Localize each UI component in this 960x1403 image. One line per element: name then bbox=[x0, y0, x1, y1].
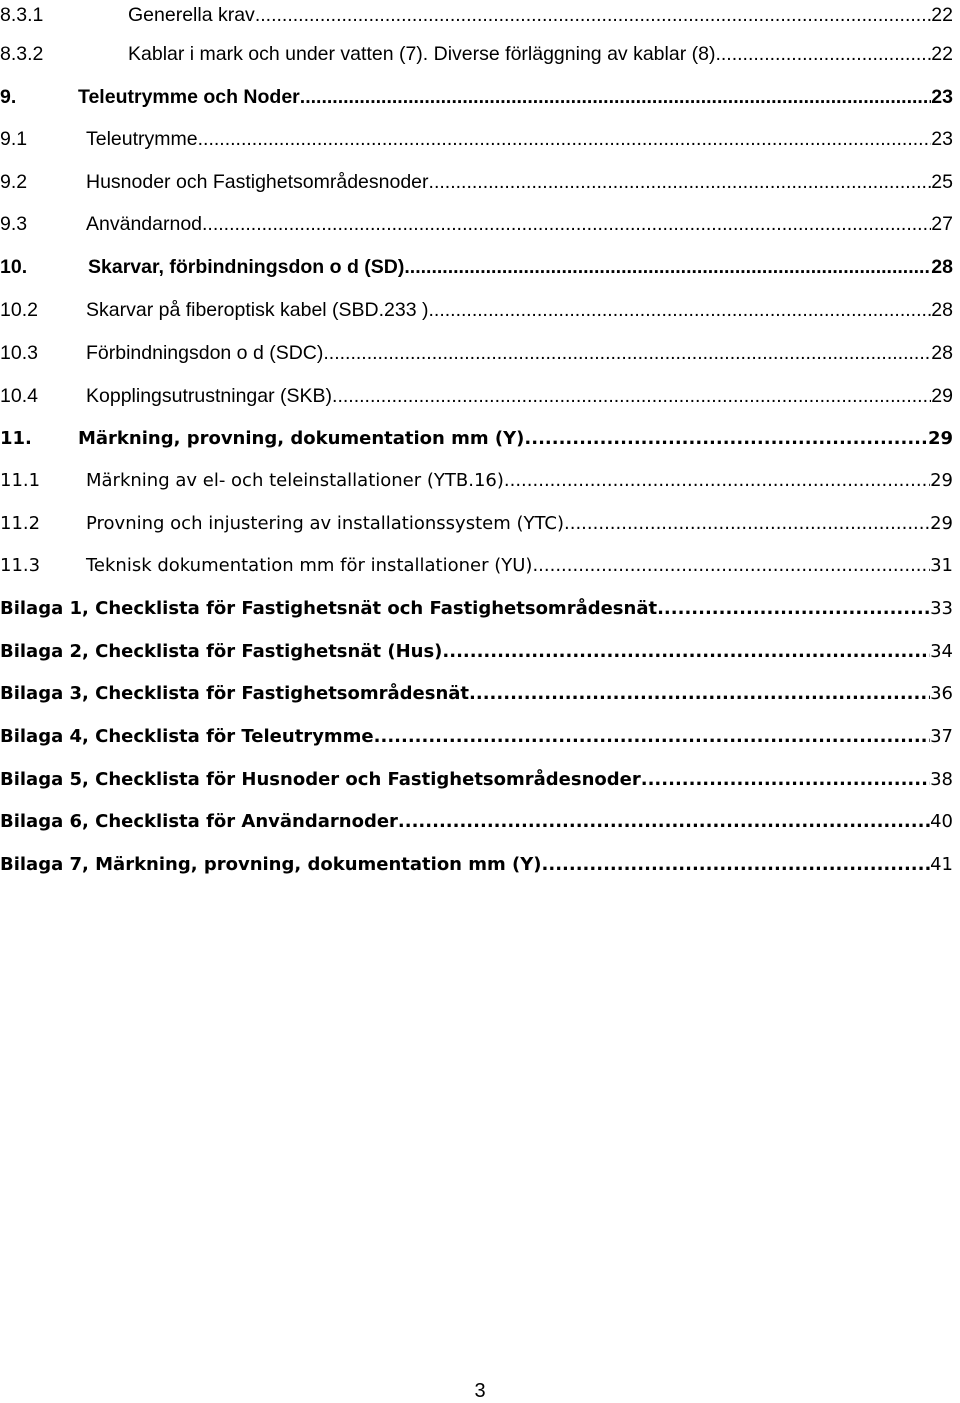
toc-entry-10-4[interactable] bbox=[0, 381, 953, 411]
dot-leader bbox=[198, 124, 932, 154]
toc-entry-title: Märkning av el- och teleinstallationer (YTB.16) bbox=[86, 470, 504, 491]
toc-entry-title: Teknisk dokumentation mm för installationer (YU) bbox=[86, 555, 533, 576]
toc-entry-10[interactable] bbox=[0, 252, 953, 282]
toc-entry-9-1[interactable] bbox=[0, 124, 953, 154]
toc-entry-page: 28 bbox=[931, 342, 953, 364]
toc-entry-number: 10.4 bbox=[0, 385, 38, 407]
page-number: 3 bbox=[474, 1380, 486, 1402]
toc-entry-title: Märkning, provning, dokumentation mm (Y) bbox=[78, 428, 525, 449]
toc-entry-title: Skarvar, förbindningsdon o d (SD) bbox=[88, 256, 405, 278]
dot-leader bbox=[641, 765, 930, 795]
toc-entry-bilaga-5[interactable] bbox=[0, 765, 953, 795]
toc-entry-9-3[interactable] bbox=[0, 209, 953, 239]
toc-entry-number: 11.3 bbox=[0, 555, 41, 576]
toc-entry-page: 36 bbox=[930, 683, 953, 704]
toc-entry-bilaga-7[interactable] bbox=[0, 850, 953, 880]
toc-entry-title: Användarnod bbox=[86, 213, 203, 235]
toc-entry-number: 9. bbox=[0, 86, 17, 108]
toc-entry-8-3-2[interactable] bbox=[0, 39, 953, 69]
toc-entry-page: 38 bbox=[930, 769, 953, 790]
dot-leader bbox=[442, 637, 930, 667]
dot-leader bbox=[532, 551, 930, 581]
toc-entry-8-3-1[interactable] bbox=[0, 0, 953, 30]
toc-entry-number: 9.2 bbox=[0, 171, 28, 193]
toc-entry-title: Bilaga 6, Checklista för Användarnoder bbox=[0, 811, 398, 832]
toc-entry-title: Bilaga 1, Checklista för Fastighetsnät och Fastighetsområdesnät bbox=[0, 598, 658, 619]
toc-entry-page: 37 bbox=[930, 726, 953, 747]
toc-entry-page: 23 bbox=[931, 128, 953, 150]
toc-entry-number: 9.3 bbox=[0, 213, 28, 235]
toc-entry-title: Bilaga 7, Märkning, provning, dokumentation mm (Y) bbox=[0, 854, 542, 875]
dot-leader bbox=[504, 466, 930, 496]
dot-leader bbox=[404, 252, 931, 282]
toc-entry-title: Generella krav bbox=[128, 4, 255, 26]
toc-entry-bilaga-2[interactable] bbox=[0, 637, 953, 667]
toc-entry-page: 29 bbox=[927, 428, 953, 449]
toc-entry-page: 31 bbox=[930, 555, 953, 576]
toc-entry-number: 11. bbox=[0, 428, 32, 449]
toc-entry-title: Kopplingsutrustningar (SKB) bbox=[86, 385, 333, 407]
toc-entry-number: 10. bbox=[0, 256, 28, 278]
toc-entry-11-3[interactable] bbox=[0, 551, 953, 581]
dot-leader bbox=[255, 0, 931, 30]
dot-leader bbox=[429, 295, 932, 325]
toc-entry-9-2[interactable] bbox=[0, 167, 953, 197]
toc-entry-11[interactable] bbox=[0, 424, 953, 454]
toc-entry-page: 33 bbox=[930, 598, 953, 619]
toc-entry-10-3[interactable] bbox=[0, 338, 953, 368]
toc-entry-number: 8.3.1 bbox=[0, 4, 44, 26]
toc-entry-bilaga-1[interactable] bbox=[0, 594, 953, 624]
toc-entry-page: 22 bbox=[931, 43, 953, 65]
toc-entry-title: Kablar i mark och under vatten (7). Diverse förläggning av kablar (8) bbox=[128, 43, 716, 65]
dot-leader bbox=[657, 594, 930, 624]
dot-leader bbox=[202, 209, 931, 239]
dot-leader bbox=[715, 39, 931, 69]
dot-leader bbox=[300, 82, 932, 112]
dot-leader bbox=[469, 679, 930, 709]
toc-entry-page: 29 bbox=[930, 513, 953, 534]
toc-entry-page: 29 bbox=[930, 470, 953, 491]
dot-leader bbox=[542, 850, 931, 880]
toc-entry-title: Förbindningsdon o d (SDC) bbox=[86, 342, 324, 364]
toc-entry-11-1[interactable] bbox=[0, 466, 953, 496]
toc-entry-page: 41 bbox=[930, 854, 953, 875]
toc-entry-page: 34 bbox=[930, 641, 953, 662]
toc-entry-page: 23 bbox=[931, 86, 953, 108]
toc-entry-title: Teleutrymme och Noder bbox=[78, 86, 300, 108]
dot-leader bbox=[564, 509, 930, 539]
toc-entry-page: 25 bbox=[931, 171, 953, 193]
toc-entry-title: Skarvar på fiberoptisk kabel (SBD.233 ) bbox=[86, 299, 429, 321]
toc-entry-bilaga-3[interactable] bbox=[0, 679, 953, 709]
toc-entry-page: 28 bbox=[931, 256, 953, 278]
dot-leader bbox=[524, 424, 928, 454]
dot-leader bbox=[323, 338, 931, 368]
toc-entry-number: 9.1 bbox=[0, 128, 28, 150]
toc-entry-title: Bilaga 4, Checklista för Teleutrymme bbox=[0, 726, 374, 747]
toc-entry-title: Bilaga 2, Checklista för Fastighetsnät (Hus) bbox=[0, 641, 443, 662]
toc-entry-number: 8.3.2 bbox=[0, 43, 44, 65]
toc-entry-title: Husnoder och Fastighetsområdesnoder bbox=[86, 171, 429, 193]
toc-entry-number: 11.1 bbox=[0, 470, 41, 491]
toc-entry-page: 40 bbox=[930, 811, 953, 832]
toc-entry-9[interactable] bbox=[0, 82, 953, 112]
toc-entry-10-2[interactable] bbox=[0, 295, 953, 325]
toc-entry-page: 22 bbox=[931, 4, 953, 26]
toc-entry-number: 11.2 bbox=[0, 513, 41, 534]
dot-leader bbox=[374, 722, 930, 752]
toc-entry-number: 10.3 bbox=[0, 342, 38, 364]
toc-entry-11-2[interactable] bbox=[0, 509, 953, 539]
toc-entry-bilaga-6[interactable] bbox=[0, 807, 953, 837]
toc-entry-page: 27 bbox=[931, 213, 953, 235]
toc-entry-page: 28 bbox=[931, 299, 953, 321]
dot-leader bbox=[398, 807, 930, 837]
toc-entry-title: Provning och injustering av installationssystem (YTC) bbox=[86, 513, 565, 534]
toc-entry-title: Teleutrymme bbox=[86, 128, 198, 150]
toc-entry-page: 29 bbox=[931, 385, 953, 407]
toc-entry-bilaga-4[interactable] bbox=[0, 722, 953, 752]
toc-entry-title: Bilaga 3, Checklista för Fastighetsområdesnät bbox=[0, 683, 470, 704]
toc-entry-number: 10.2 bbox=[0, 299, 38, 321]
toc-entry-title: Bilaga 5, Checklista för Husnoder och Fastighetsområdesnoder bbox=[0, 769, 641, 790]
dot-leader bbox=[429, 167, 932, 197]
dot-leader bbox=[332, 381, 931, 411]
